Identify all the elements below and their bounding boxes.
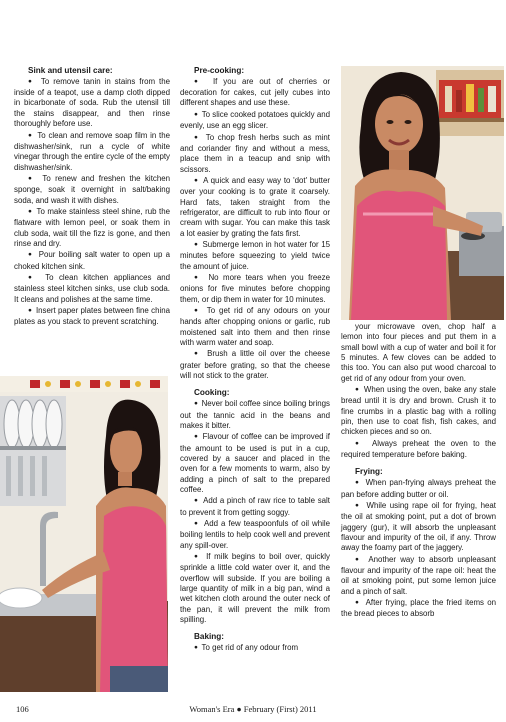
tip-paragraph: ● To get rid of any odour from <box>180 643 330 654</box>
tip-paragraph: ● Always preheat the oven to the required temperature before baking. <box>341 439 496 461</box>
photo-woman-at-stove <box>341 66 504 320</box>
tip-paragraph: ● Insert paper plates between fine china plates as you stack to prevent scratching. <box>14 306 170 328</box>
page-number: 106 <box>16 704 29 714</box>
tip-paragraph: ● To make stainless steel shine, rub the flatware with lemon peel, or soak them in club soda, wait till the fizz is gone, and then rinse and dry. <box>14 207 170 249</box>
tip-paragraph: ● To slice cooked potatoes quickly and evenly, use an egg slicer. <box>180 110 330 132</box>
section-heading: Pre-cooking: <box>194 66 245 75</box>
text-column-2 <box>180 66 330 656</box>
tip-paragraph: ● To chop fresh herbs such as mint and coriander finy and without a mess, place them in a teacup and snip with scissors. <box>180 133 330 175</box>
tip-paragraph: ● While using rape oil for frying, heat the oil at smoking point, put a dot of brown jaggery (gur), it will absorb the unpleasant flavour and impurity of the oil, if any. Throw away the foamy part of the jaggery. <box>341 501 496 554</box>
section-heading: Sink and utensil care: <box>28 66 113 75</box>
tip-paragraph: ● To clean kitchen appliances and stainless steel kitchen sinks, use club soda. It cleans and polishes at the same time. <box>14 273 170 305</box>
magazine-issue-line: Woman's Era ● February (First) 2011 <box>189 704 317 714</box>
tip-paragraph: ● To get rid of any odours on your hands after chopping onions or garlic, rub moistened salt into them and then rinse with warm water and soap. <box>180 306 330 348</box>
text-column-1 <box>14 66 170 329</box>
tip-paragraph: ● After frying, place the fried items on the bread pieces to absorb <box>341 598 496 620</box>
tip-paragraph: ● If milk begins to boil over, quickly sprinkle a little cold water over it, and the overflow will subside. If you are boiling a large quantity of milk in a big pan, wind a wet kitchen cloth around the outer neck of the pan, it will prevent the milk from spilling. <box>180 552 330 625</box>
tip-paragraph: ● Add a pinch of raw rice to table salt to prevent it from getting soggy. <box>180 496 330 518</box>
photo-woman-at-sink <box>0 376 168 692</box>
continued-paragraph: your microwave oven, chop half a lemon into four pieces and put them in a small bowl with a cup of water and boil it for 5 minutes. A few cloves can be added to this too. You can also put wood charcoal to get rid of any odour from your oven. <box>341 322 496 383</box>
text-column-3 <box>341 322 496 621</box>
tip-paragraph: ● When pan-frying always preheat the pan before adding butter or oil. <box>341 478 496 500</box>
tip-paragraph: ● Flavour of coffee can be improved if the amount to be used is put in a cup, covered by a saucer and placed in the oven for a few moments to warm, also by adding a pinch of salt to the prepared coffee. <box>180 432 330 495</box>
tip-paragraph: ● No more tears when you freeze onions for five minutes before chopping them, or dip them in water for 10 minutes. <box>180 273 330 305</box>
section-heading: Baking: <box>194 632 225 642</box>
tip-paragraph: ● Add a few teaspoonfuls of oil while boiling lentils to help cook well and prevent any spill-over. <box>180 519 330 551</box>
tip-paragraph: ● When using the oven, bake any stale bread until it is dry and brown. Crush it to fine crumbs in a plastic bag with a rolling pin, then use to coat fish, fish cakes, and chicken pieces and so on. <box>341 385 496 438</box>
tip-paragraph: ● If you are out of cherries or decoration for cakes, cut jelly cubes into different shapes and use these. <box>180 77 330 109</box>
section-heading: Cooking: <box>194 388 230 398</box>
page-footer <box>0 700 506 716</box>
tip-paragraph: ● To renew and freshen the kitchen sponge, soak it overnight in salt/baking soda, and wash it with dishes. <box>14 174 170 206</box>
section-heading: Frying: <box>355 467 383 477</box>
tip-paragraph: ● Another way to absorb unpleasant flavour and impurity of the rape oil: heat the oil at smoking point, put some lemon juice and a pinch of salt. <box>341 555 496 597</box>
tip-paragraph: ● Never boil coffee since boiling brings out the tannic acid in the beans and makes it bitter. <box>180 399 330 431</box>
tip-paragraph: ● A quick and easy way to 'dot' butter over your cooking is to grate it coarsely. Hard fats, taken straight from the refrigerator, are difficult to rub into flour or cream with sugar. You can make this task a lot easier by grating the fats first. <box>180 176 330 239</box>
tip-paragraph: ● Submerge lemon in hot water for 15 minutes before squeezing to yield twice the amount of juice. <box>180 240 330 272</box>
tip-paragraph: ● Brush a little oil over the cheese grater before grating, so that the cheese will not stick to the grater. <box>180 349 330 381</box>
tip-paragraph: ● To clean and remove soap film in the dishwasher/sink, run a cycle of white vinegar through the entire cycle of the empty dishwasher/sink. <box>14 131 170 173</box>
tip-paragraph: ● To remove tanin in stains from the inside of a teapot, use a damp cloth dipped in bicarbonate of soda. Rub the utensil till the stains disappear, and then rinse thoroughly before use. <box>14 77 170 130</box>
tip-paragraph: ● Pour boiling salt water to open up a choked kitchen sink. <box>14 250 170 272</box>
